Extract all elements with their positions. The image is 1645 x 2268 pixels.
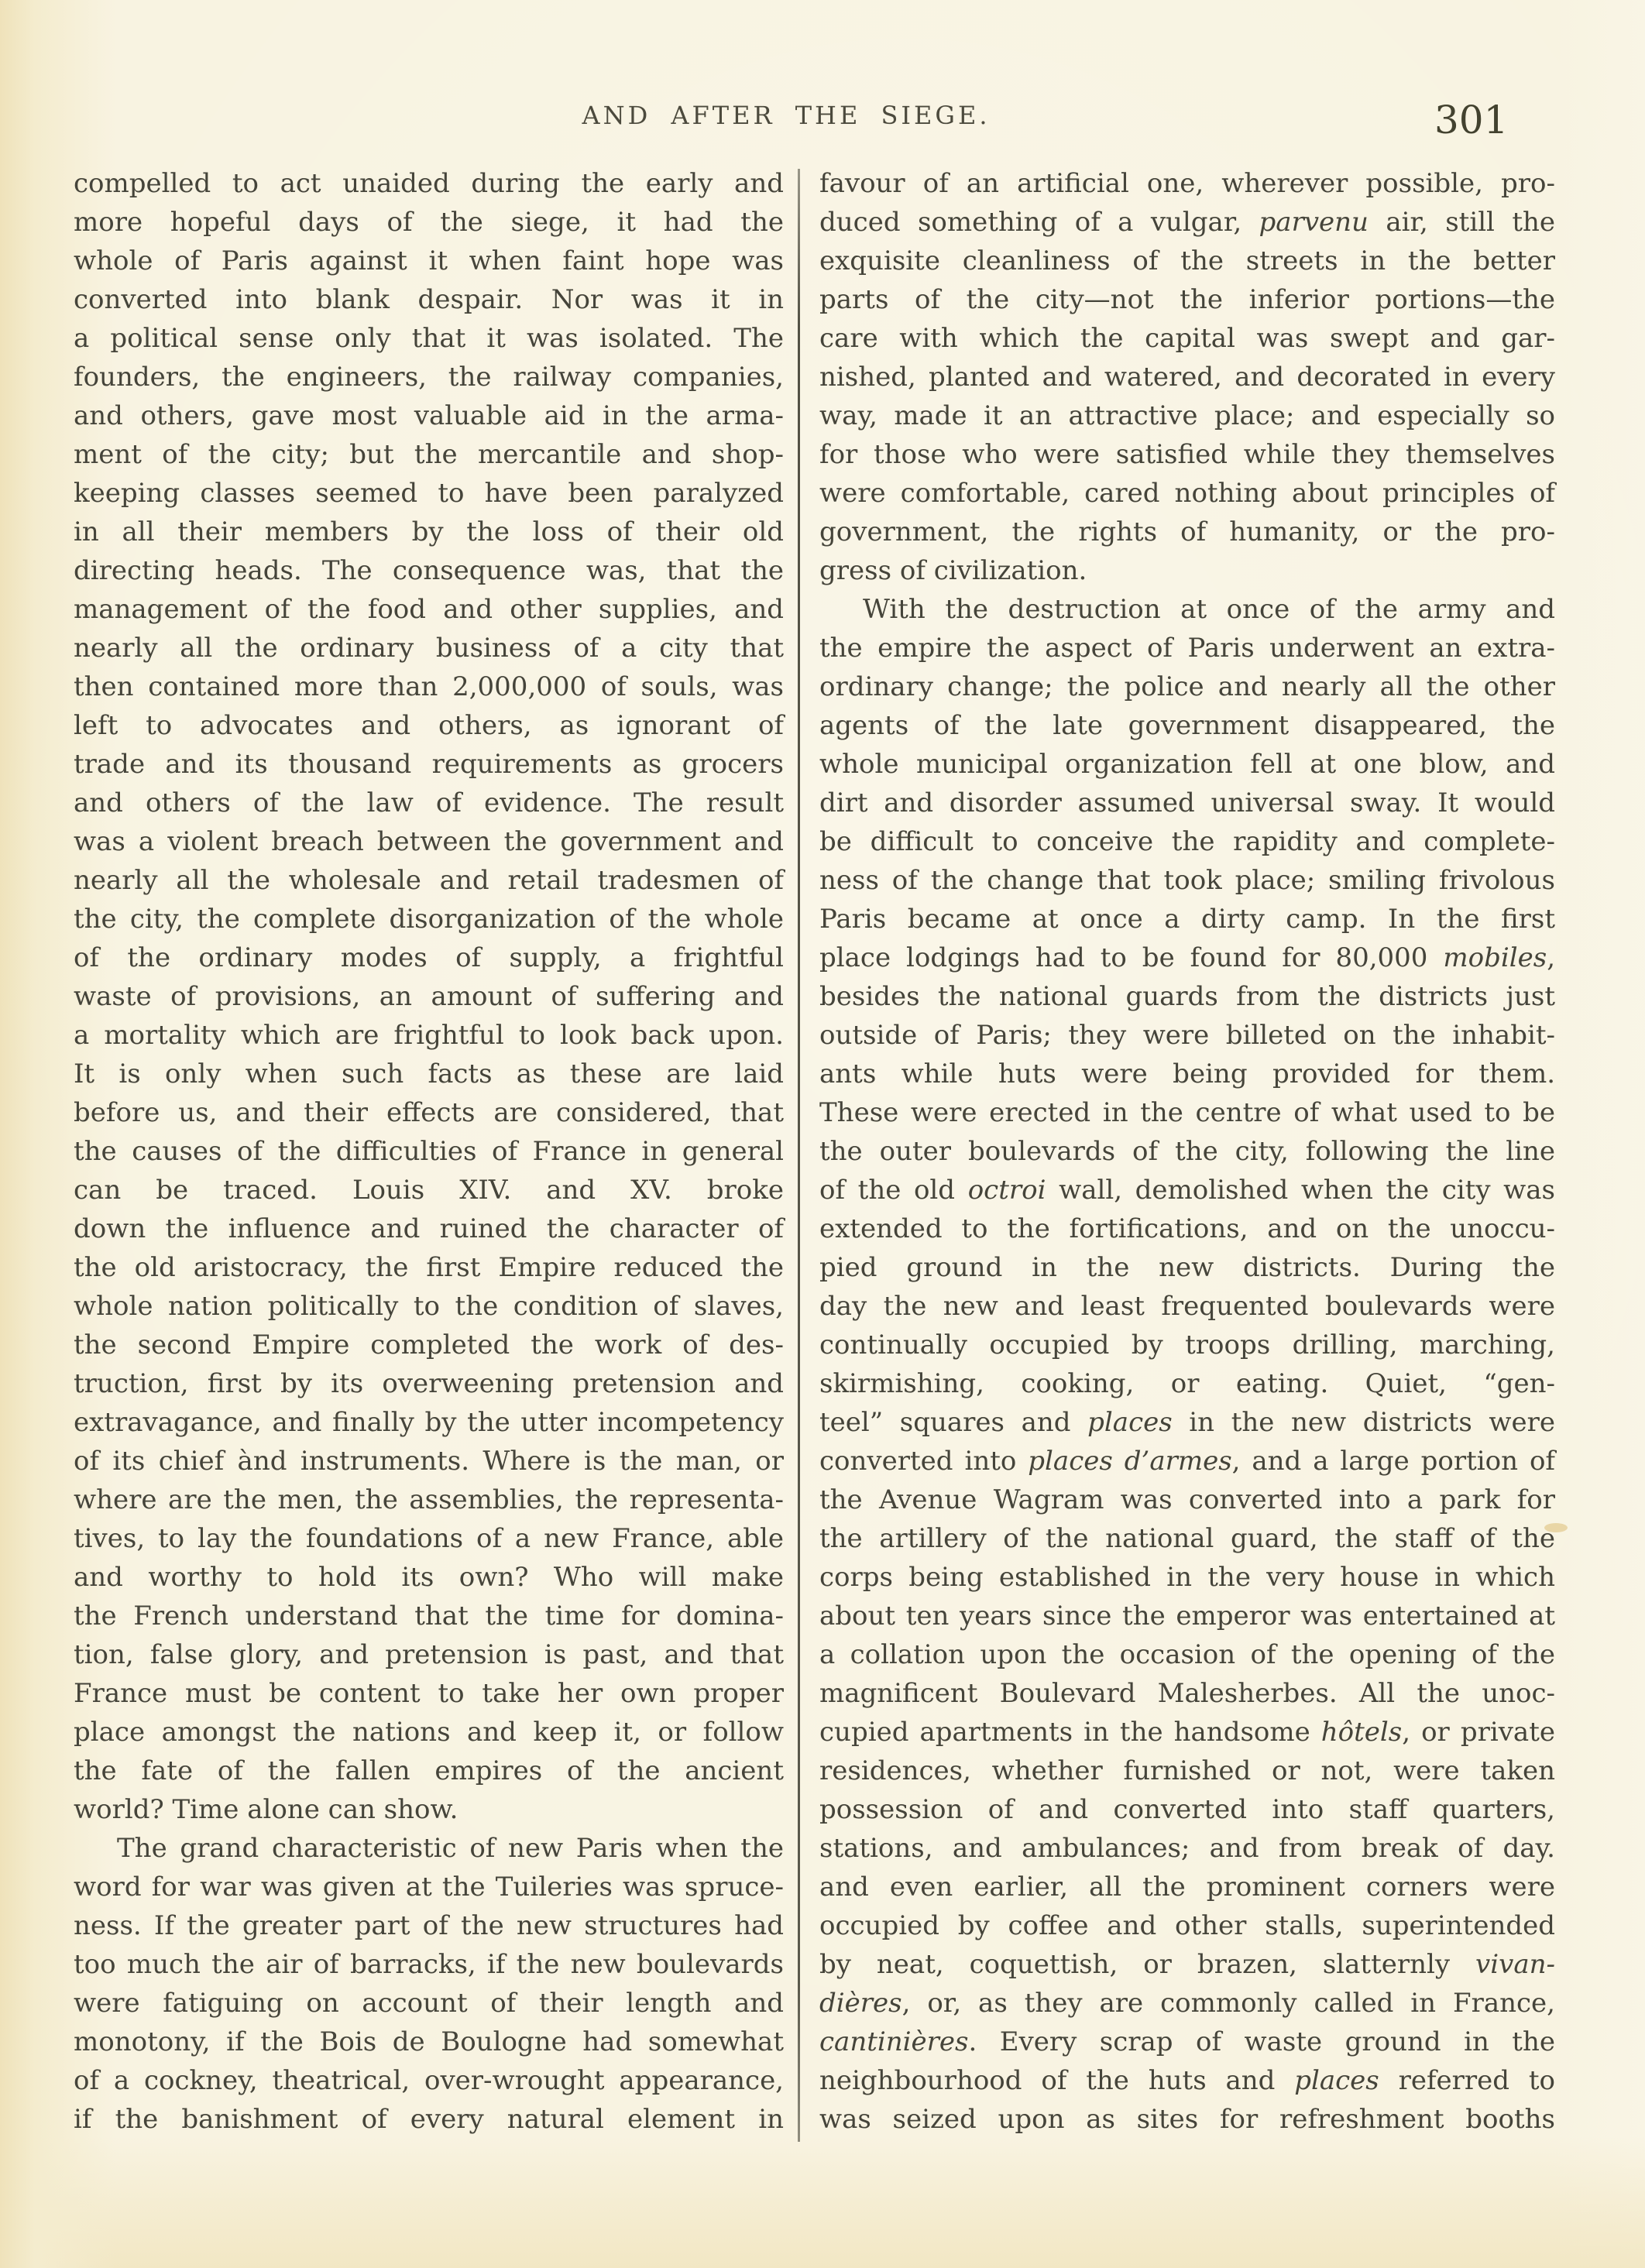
text-line: ness. If the greater part of the new structures had [74, 1910, 784, 1941]
text-line: cupied apartments in the handsome hôtels, or private [819, 1717, 1555, 1748]
text-line: down the influence and ruined the character of [74, 1213, 784, 1244]
text-line: government, the rights of humanity, or the pro- [819, 516, 1555, 547]
text-line: a political sense only that it was isolated. The [74, 323, 784, 354]
text-line: then contained more than 2,000,000 of souls, was [74, 671, 784, 702]
text-line: of the old octroi wall, demolished when the city was [819, 1175, 1555, 1206]
text-line: ants while huts were being provided for them. [819, 1059, 1555, 1089]
text-line: care with which the capital was swept and gar- [819, 323, 1555, 354]
text-line: skirmishing, cooking, or eating. Quiet, “gen- [819, 1368, 1555, 1399]
text-line: tion, false glory, and pretension is past, and that [74, 1639, 784, 1670]
text-line: place lodgings had to be found for 80,000 mobiles, [819, 942, 1555, 973]
text-line: teel” squares and places in the new districts were [819, 1407, 1555, 1438]
text-line: the outer boulevards of the city, following the line [819, 1136, 1555, 1167]
text-line: was a violent breach between the government and [74, 826, 784, 857]
text-line: founders, the engineers, the railway companies, [74, 362, 784, 393]
text-line: more hopeful days of the siege, it had the [74, 207, 784, 238]
text-line: duced something of a vulgar, parvenu air, still the [819, 207, 1555, 238]
text-line: converted into blank despair. Nor was it in [74, 284, 784, 315]
text-line: cantinières. Every scrap of waste ground in the [819, 2026, 1555, 2057]
text-line: residences, whether furnished or not, were taken [819, 1755, 1555, 1786]
text-line: extended to the fortifications, and on the unoccu- [819, 1213, 1555, 1244]
text-line: the empire the aspect of Paris underwent an extra- [819, 633, 1555, 664]
text-line: were comfortable, cared nothing about principles of [819, 478, 1555, 509]
text-line: gress of civilization. [819, 555, 1087, 586]
text-line: stations, and ambulances; and from break of day. [819, 1833, 1555, 1864]
text-line: converted into places d’armes, and a large portion of [819, 1446, 1556, 1477]
text-line: It is only when such facts as these are laid [74, 1059, 784, 1089]
text-line: whole of Paris against it when faint hope was [74, 245, 784, 276]
text-line: ordinary change; the police and nearly all the other [819, 671, 1555, 702]
column-right [819, 164, 1555, 2139]
text-line: in all their members by the loss of their old [74, 516, 784, 547]
text-line: dirt and disorder assumed universal sway. It would [819, 787, 1555, 818]
text-line: neighbourhood of the huts and places referred to [819, 2065, 1556, 2096]
text-line: truction, first by its overweening pretension and [74, 1368, 784, 1399]
column-divider-rule [798, 169, 800, 2142]
text-line: ness of the change that took place; smiling frivolous [819, 865, 1555, 896]
text-line: a mortality which are frightful to look back upon. [74, 1020, 784, 1051]
text-line: whole municipal organization fell at one blow, and [819, 749, 1555, 780]
text-line: ment of the city; but the mercantile and shop- [74, 439, 784, 470]
text-line: France must be content to take her own proper [74, 1678, 784, 1709]
text-line: keeping classes seemed to have been paralyzed [74, 478, 784, 509]
text-line: the old aristocracy, the first Empire reduced the [74, 1252, 784, 1283]
text-line: The grand characteristic of new Paris when the [117, 1833, 784, 1864]
text-line: were fatiguing on account of their length and [74, 1988, 784, 2019]
text-line: These were erected in the centre of what used to be [819, 1097, 1555, 1128]
text-line: the second Empire completed the work of des- [74, 1330, 784, 1360]
text-line: be difficult to conceive the rapidity and complete- [819, 826, 1555, 857]
text-line: too much the air of barracks, if the new boulevards [74, 1949, 784, 1980]
text-line: tives, to lay the foundations of a new France, able [74, 1523, 784, 1554]
text-line: and worthy to hold its own? Who will make [74, 1562, 784, 1593]
text-line: trade and its thousand requirements as grocers [74, 749, 784, 780]
text-line: waste of provisions, an amount of suffering and [74, 981, 784, 1012]
text-line: before us, and their effects are considered, that [74, 1097, 784, 1128]
text-line: by neat, coquettish, or brazen, slatternly vivan- [819, 1949, 1555, 1980]
text-line: where are the men, the assemblies, the representa- [74, 1484, 784, 1515]
text-line: left to advocates and others, as ignorant of [74, 710, 784, 741]
text-line: of a cockney, theatrical, over-wrought appearance, [74, 2065, 784, 2096]
text-line: Paris became at once a dirty camp. In the first [819, 904, 1555, 935]
page-number: 301 [1434, 98, 1509, 142]
text-line: for those who were satisfied while they themselves [819, 439, 1555, 470]
text-line: day the new and least frequented boulevards were [819, 1291, 1555, 1322]
text-line: favour of an artificial one, wherever possible, pro- [819, 168, 1555, 199]
text-line: the French understand that the time for domina- [74, 1601, 784, 1632]
text-line: of its chief ànd instruments. Where is the man, or [74, 1446, 784, 1477]
text-line: parts of the city—not the inferior portions—the [819, 284, 1555, 315]
text-line: and others of the law of evidence. The result [74, 787, 784, 818]
text-line: exquisite cleanliness of the streets in the better [819, 245, 1555, 276]
text-line: a collation upon the occasion of the opening of the [819, 1639, 1555, 1670]
text-line: word for war was given at the Tuileries was spruce- [74, 1872, 784, 1903]
text-line: monotony, if the Bois de Boulogne had somewhat [74, 2026, 784, 2057]
text-line: continually occupied by troops drilling, marching, [819, 1330, 1555, 1360]
text-line: was seized upon as sites for refreshment booths [819, 2104, 1555, 2135]
text-line: nearly all the ordinary business of a city that [74, 633, 784, 664]
text-line: extravagance, and finally by the utter incompetency [74, 1407, 784, 1438]
text-line: With the destruction at once of the army and [863, 594, 1555, 625]
text-line: magnificent Boulevard Malesherbes. All the unoc- [819, 1678, 1555, 1709]
text-line: nearly all the wholesale and retail tradesmen of [74, 865, 784, 896]
text-line: world? Time alone can show. [74, 1794, 458, 1825]
text-line: compelled to act unaided during the early and [74, 168, 784, 199]
text-line: nished, planted and watered, and decorated in every [819, 362, 1555, 393]
text-line: outside of Paris; they were billeted on the inhabit- [819, 1020, 1555, 1051]
text-line: of the ordinary modes of supply, a frightful [74, 942, 784, 973]
page-header-title: AND AFTER THE SIEGE. [582, 101, 991, 130]
text-line: the fate of the fallen empires of the ancient [74, 1755, 784, 1786]
text-line: dières, or, as they are commonly called in France, [819, 1988, 1555, 2019]
column-left [74, 164, 784, 2139]
text-line: and others, gave most valuable aid in the arma- [74, 400, 784, 431]
text-line: pied ground in the new districts. During the [819, 1252, 1555, 1283]
text-line: besides the national guards from the districts just [819, 981, 1555, 1012]
text-line: the city, the complete disorganization of the whole [74, 904, 784, 935]
text-line: about ten years since the emperor was entertained at [819, 1601, 1555, 1632]
text-line: can be traced. Louis XIV. and XV. broke [74, 1175, 784, 1206]
text-line: way, made it an attractive place; and especially so [819, 400, 1555, 431]
paper-stain [1544, 1523, 1568, 1532]
text-line: occupied by coffee and other stalls, superintended [819, 1910, 1555, 1941]
text-line: the Avenue Wagram was converted into a park for [819, 1484, 1555, 1515]
text-line: whole nation politically to the condition of slaves, [74, 1291, 784, 1322]
text-line: directing heads. The consequence was, that the [74, 555, 784, 586]
text-line: the causes of the difficulties of France in general [74, 1136, 784, 1167]
text-line: the artillery of the national guard, the staff of the [819, 1523, 1555, 1554]
text-line: agents of the late government disappeared, the [819, 710, 1555, 741]
text-line: corps being established in the very house in which [819, 1562, 1555, 1593]
text-line: place amongst the nations and keep it, or follow [74, 1717, 784, 1748]
text-line: possession of and converted into staff quarters, [819, 1794, 1555, 1825]
text-line: if the banishment of every natural element in [74, 2104, 784, 2135]
text-line: and even earlier, all the prominent corners were [819, 1872, 1555, 1903]
text-line: management of the food and other supplies, and [74, 594, 784, 625]
